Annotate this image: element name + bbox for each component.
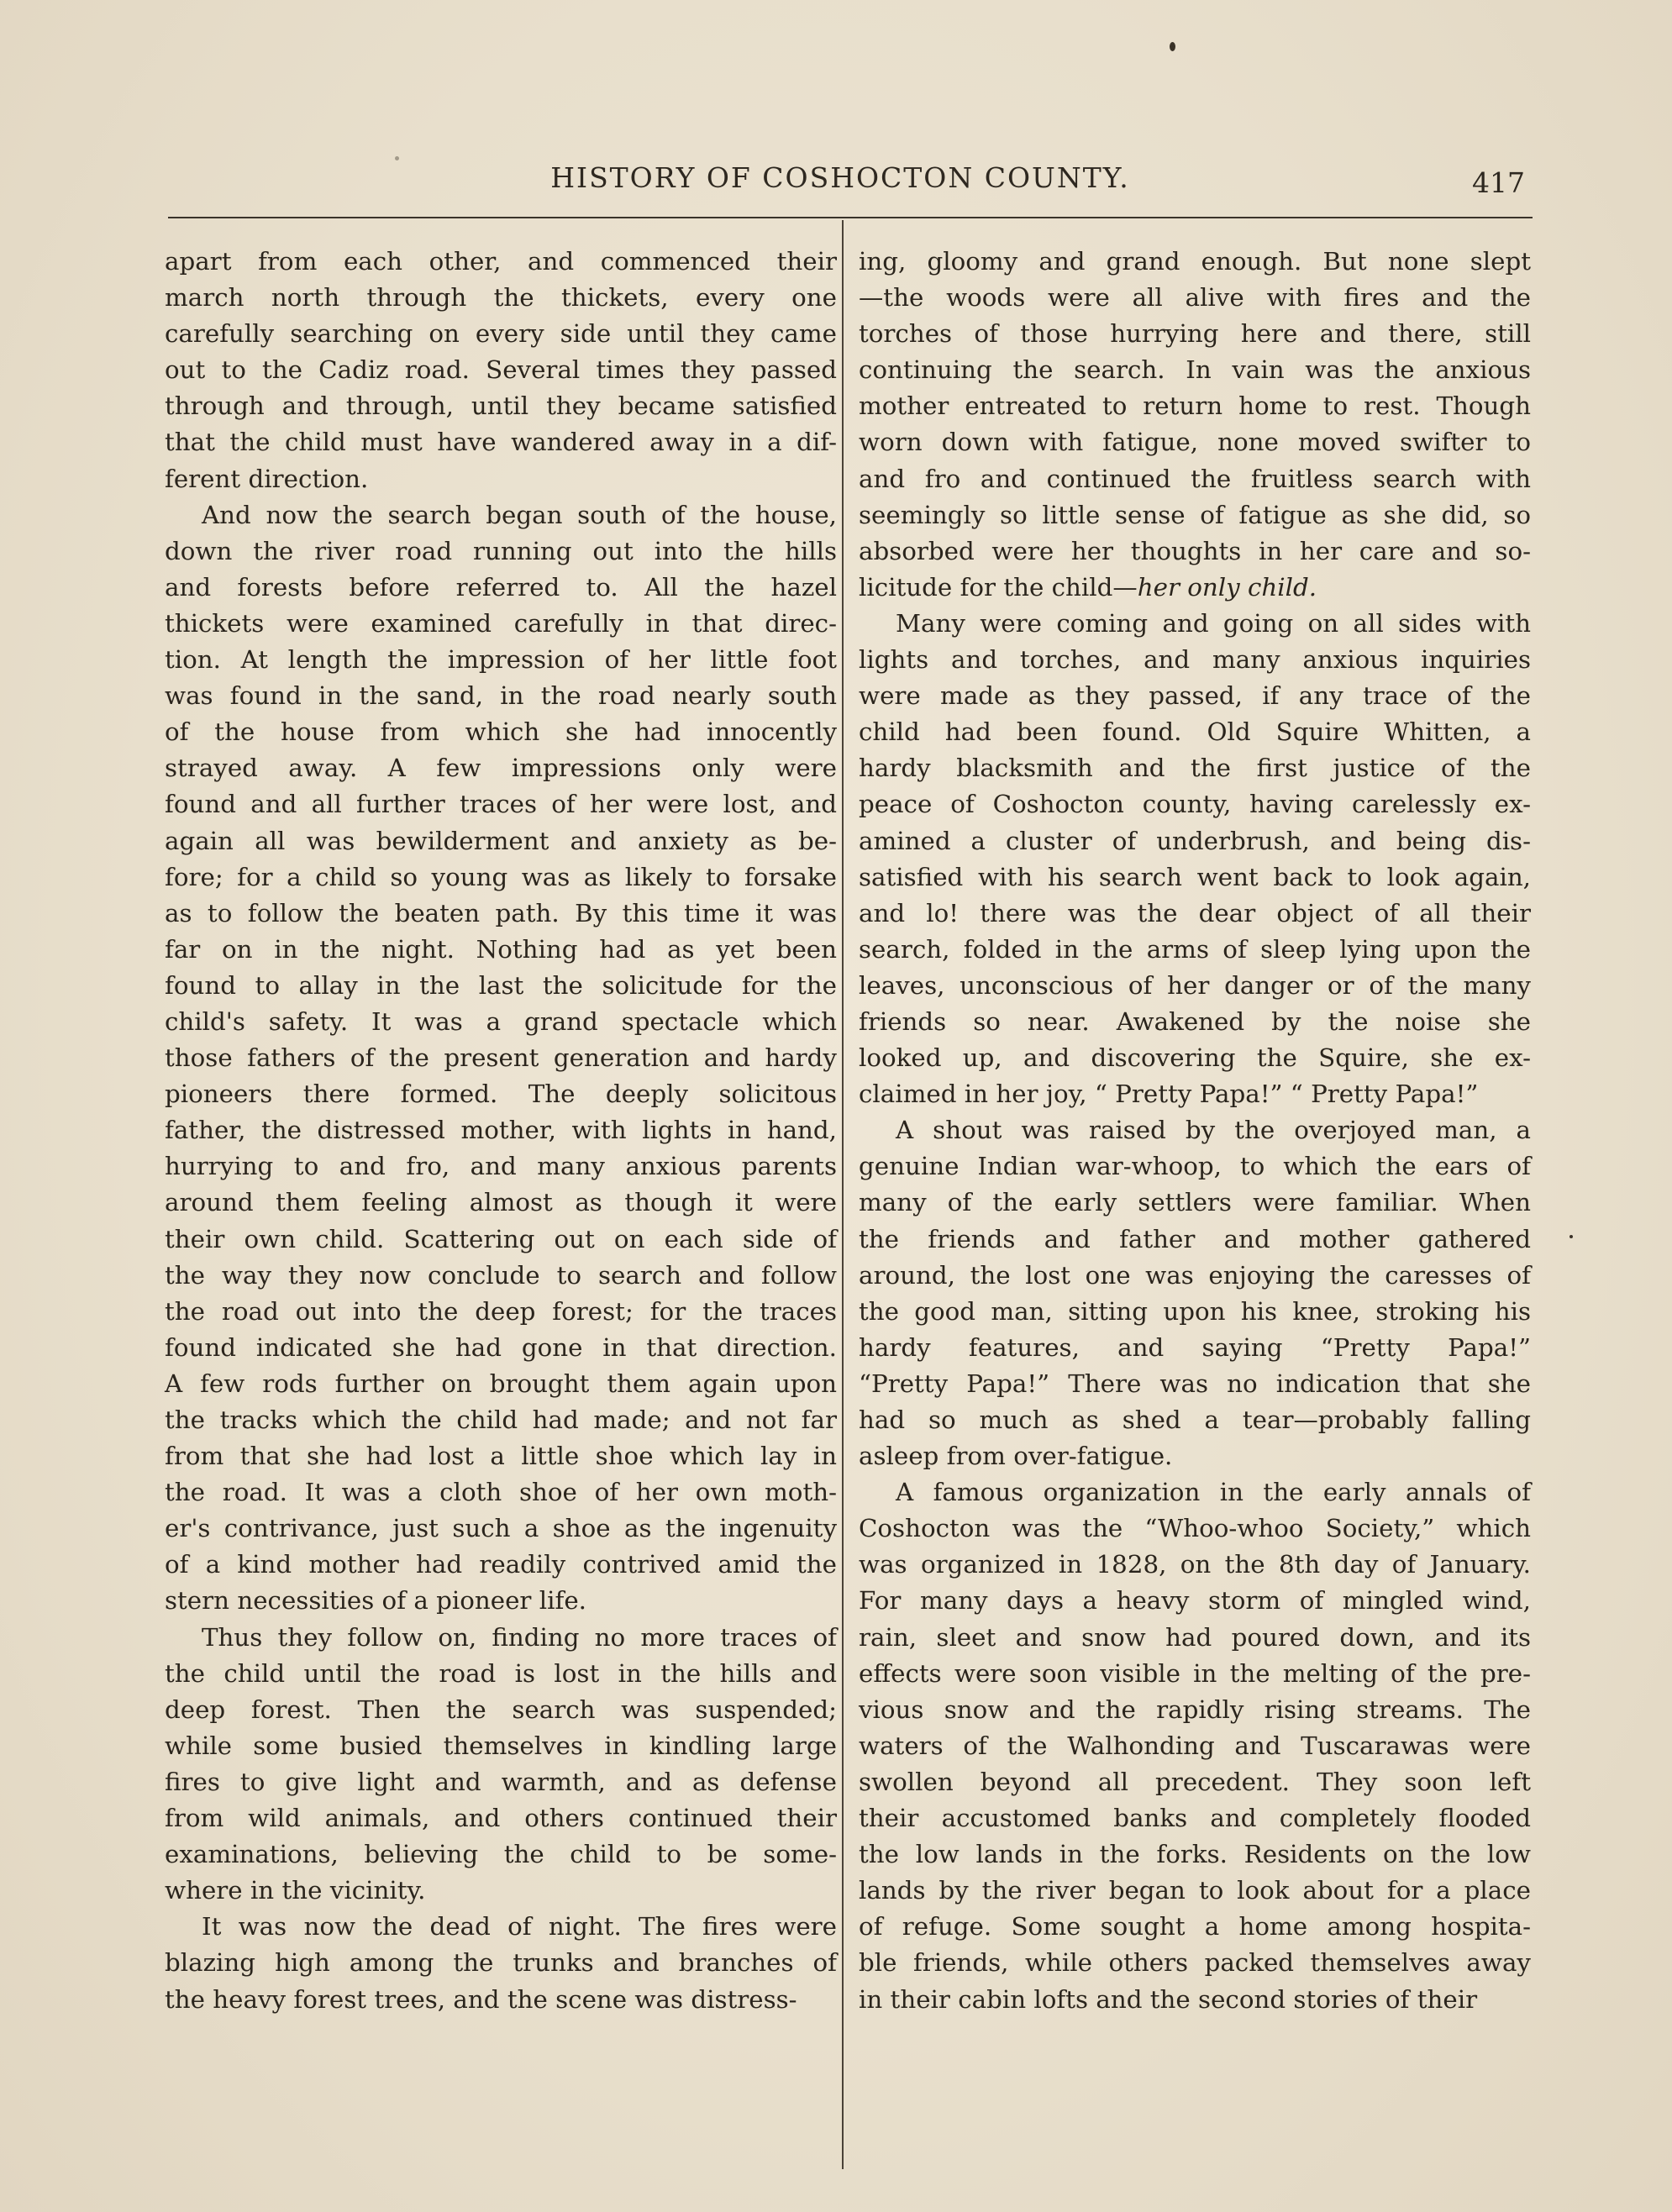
text-line: A shout was raised by the overjoyed man, a	[896, 1116, 1531, 1145]
text-line: in their cabin lofts and the second stories of their	[859, 1984, 1478, 2014]
text-line: many of the early settlers were familiar. When	[859, 1188, 1531, 1217]
text-line: those fathers of the present generation and hardy	[165, 1043, 837, 1073]
text-line: —the woods were all alive with fires and the	[859, 283, 1531, 313]
ink-speck	[1170, 42, 1175, 51]
text-line: genuine Indian war-whoop, to which the ears of	[859, 1152, 1531, 1181]
text-line: were made as they passed, if any trace of the	[859, 681, 1531, 711]
text-line: satisfied with his search went back to look again,	[859, 862, 1531, 891]
text-line: rain, sleet and snow had poured down, and its	[859, 1622, 1531, 1652]
text-line: down the river road running out into the hills	[165, 536, 837, 565]
text-line: hurrying to and fro, and many anxious parents	[165, 1152, 837, 1181]
text-line: through and through, until they became satisfied	[165, 391, 837, 421]
running-header-title: HISTORY OF COSHOCTON COUNTY.	[550, 161, 1130, 194]
text-line: found indicated she had gone in that direction.	[165, 1332, 837, 1362]
text-line: was organized in 1828, on the 8th day of January.	[859, 1550, 1531, 1579]
text-line: peace of Coshocton county, having carelessly ex-	[859, 790, 1531, 819]
text-line: fires to give light and warmth, and as defense	[165, 1767, 837, 1796]
text-line: ferent direction.	[165, 464, 369, 493]
text-line: the road. It was a cloth shoe of her own moth-	[165, 1478, 837, 1507]
text-line: fore; for a child so young was as likely to forsake	[165, 862, 837, 891]
text-line: swollen beyond all precedent. They soon left	[859, 1767, 1531, 1796]
text-line: their accustomed banks and completely flooded	[859, 1804, 1531, 1833]
text-line: amined a cluster of underbrush, and being dis-	[859, 826, 1531, 855]
text-line: And now the search began south of the house,	[202, 500, 837, 529]
paragraph	[165, 1909, 837, 2017]
left-text-column	[165, 244, 837, 2018]
text-line: examinations, believing the child to be some-	[165, 1840, 837, 1869]
text-line: continuing the search. In vain was the anxious	[859, 355, 1531, 385]
right-text-column	[859, 244, 1531, 2018]
text-line: and forests before referred to. All the hazel	[165, 572, 837, 602]
text-line: worn down with fatigue, none moved swifter to	[859, 428, 1531, 457]
text-line: For many days a heavy storm of mingled wind,	[859, 1586, 1531, 1616]
text-line: the way they now conclude to search and follow	[165, 1260, 837, 1290]
text-line: as to follow the beaten path. By this time it was	[165, 898, 837, 927]
text-line: strayed away. A few impressions only were	[165, 754, 837, 783]
text-line: the road out into the deep forest; for the traces	[165, 1296, 837, 1326]
text-line: the heavy forest trees, and the scene was distress-	[165, 1984, 797, 2014]
text-line: A famous organization in the early annals of	[896, 1478, 1531, 1507]
text-line: Thus they follow on, finding no more traces of	[202, 1622, 837, 1652]
text-line: claimed in her joy, “ Pretty Papa!” “ Pretty Papa!”	[859, 1080, 1479, 1109]
text-line: found to allay in the last the solicitude for the	[165, 970, 837, 1000]
text-line: the good man, sitting upon his knee, stroking his	[859, 1296, 1531, 1326]
text-line: torches of those hurrying here and there, still	[859, 319, 1531, 349]
text-line: asleep from over-fatigue.	[859, 1442, 1173, 1471]
text-line: father, the distressed mother, with lights in hand,	[165, 1116, 837, 1145]
text-line: and lo! there was the dear object of all their	[859, 898, 1531, 927]
text-line: A few rods further on brought them again upon	[165, 1369, 837, 1398]
paragraph	[859, 1112, 1531, 1474]
text-line: vious snow and the rapidly rising streams. The	[859, 1694, 1531, 1724]
italic-emphasis: her only child.	[1137, 572, 1317, 602]
text-line: out to the Cadiz road. Several times they passed	[165, 355, 837, 385]
text-line: Coshocton was the “Whoo-whoo Society,” which	[859, 1514, 1531, 1543]
text-line: stern necessities of a pioneer life.	[165, 1586, 586, 1616]
text-line: seemingly so little sense of fatigue as she did, so	[859, 500, 1531, 529]
text-line: child's safety. It was a grand spectacle which	[165, 1006, 837, 1036]
text-line: search, folded in the arms of sleep lying upon the	[859, 934, 1531, 964]
text-line: was found in the sand, in the road nearly south	[165, 681, 837, 711]
text-line: ble friends, while others packed themselves away	[859, 1948, 1531, 1978]
paragraph	[859, 1474, 1531, 2017]
text-line: blazing high among the trunks and branches of	[165, 1948, 837, 1978]
text-line: lands by the river began to look about for a place	[859, 1876, 1531, 1905]
text-line: that the child must have wandered away in a dif-	[165, 428, 837, 457]
text-line: carefully searching on every side until they came	[165, 319, 837, 349]
text-line: waters of the Walhonding and Tuscarawas were	[859, 1731, 1531, 1760]
text-line: again all was bewilderment and anxiety as be-	[165, 826, 837, 855]
text-line: hardy features, and saying “Pretty Papa!”	[859, 1332, 1531, 1362]
text-line: er's contrivance, just such a shoe as the ingenuity	[165, 1514, 837, 1543]
text-line: Many were coming and going on all sides with	[896, 608, 1531, 638]
text-line: had so much as shed a tear—probably falling	[859, 1405, 1531, 1434]
text-line: while some busied themselves in kindling large	[165, 1731, 837, 1760]
text-line: It was now the dead of night. The fires were	[202, 1912, 837, 1941]
text-line: the child until the road is lost in the hills and	[165, 1658, 837, 1688]
text-line: from wild animals, and others continued their	[165, 1804, 837, 1833]
text-line: deep forest. Then the search was suspended;	[165, 1694, 837, 1724]
text-line: of refuge. Some sought a home among hospita-	[859, 1912, 1531, 1941]
page-number: 417	[1472, 166, 1525, 199]
paragraph	[859, 244, 1531, 606]
text-fragment: licitude for the child—	[859, 572, 1138, 602]
paragraph	[165, 244, 837, 497]
text-line: around them feeling almost as though it were	[165, 1188, 837, 1217]
text-line: mother entreated to return home to rest. Though	[859, 391, 1531, 421]
text-line: far on in the night. Nothing had as yet been	[165, 934, 837, 964]
text-line: around, the lost one was enjoying the caresses of	[859, 1260, 1531, 1290]
text-line: child had been found. Old Squire Whitten, a	[859, 717, 1531, 747]
text-line: pioneers there formed. The deeply solicitous	[165, 1080, 837, 1109]
text-line: the low lands in the forks. Residents on the low	[859, 1840, 1531, 1869]
text-line: their own child. Scattering out on each side of	[165, 1224, 837, 1253]
paragraph	[165, 1620, 837, 1910]
text-line: absorbed were her thoughts in her care and so-	[859, 536, 1531, 565]
column-divider	[842, 220, 844, 2169]
text-line: lights and torches, and many anxious inquiries	[859, 645, 1531, 675]
text-line: effects were soon visible in the melting of the pre-	[859, 1658, 1531, 1688]
header-rule	[168, 217, 1533, 218]
text-line: apart from each other, and commenced their	[165, 247, 837, 276]
text-line: of a kind mother had readily contrived amid the	[165, 1550, 837, 1579]
text-line: leaves, unconscious of her danger or of the many	[859, 970, 1531, 1000]
text-line: friends so near. Awakened by the noise she	[859, 1006, 1531, 1036]
text-line: “Pretty Papa!” There was no indication that she	[859, 1369, 1531, 1398]
text-line: thickets were examined carefully in that direc-	[165, 608, 837, 638]
ink-speck	[395, 156, 399, 160]
text-line: from that she had lost a little shoe which lay in	[165, 1442, 837, 1471]
text-line: where in the vicinity.	[165, 1876, 426, 1905]
text-line: ing, gloomy and grand enough. But none slept	[859, 247, 1531, 276]
text-line: hardy blacksmith and the first justice of the	[859, 754, 1531, 783]
text-line: the friends and father and mother gathered	[859, 1224, 1531, 1253]
text-line: and fro and continued the fruitless search with	[859, 464, 1531, 493]
text-line	[859, 570, 1531, 606]
ink-speck	[1569, 1235, 1573, 1238]
text-line: the tracks which the child had made; and not far	[165, 1405, 837, 1434]
paragraph	[859, 606, 1531, 1112]
text-line: looked up, and discovering the Squire, she ex-	[859, 1043, 1531, 1073]
text-line: of the house from which she had innocently	[165, 717, 837, 747]
text-line: march north through the thickets, every one	[165, 283, 837, 313]
paragraph	[165, 497, 837, 1620]
text-line: tion. At length the impression of her little foot	[165, 645, 837, 675]
text-line: found and all further traces of her were lost, and	[165, 790, 837, 819]
